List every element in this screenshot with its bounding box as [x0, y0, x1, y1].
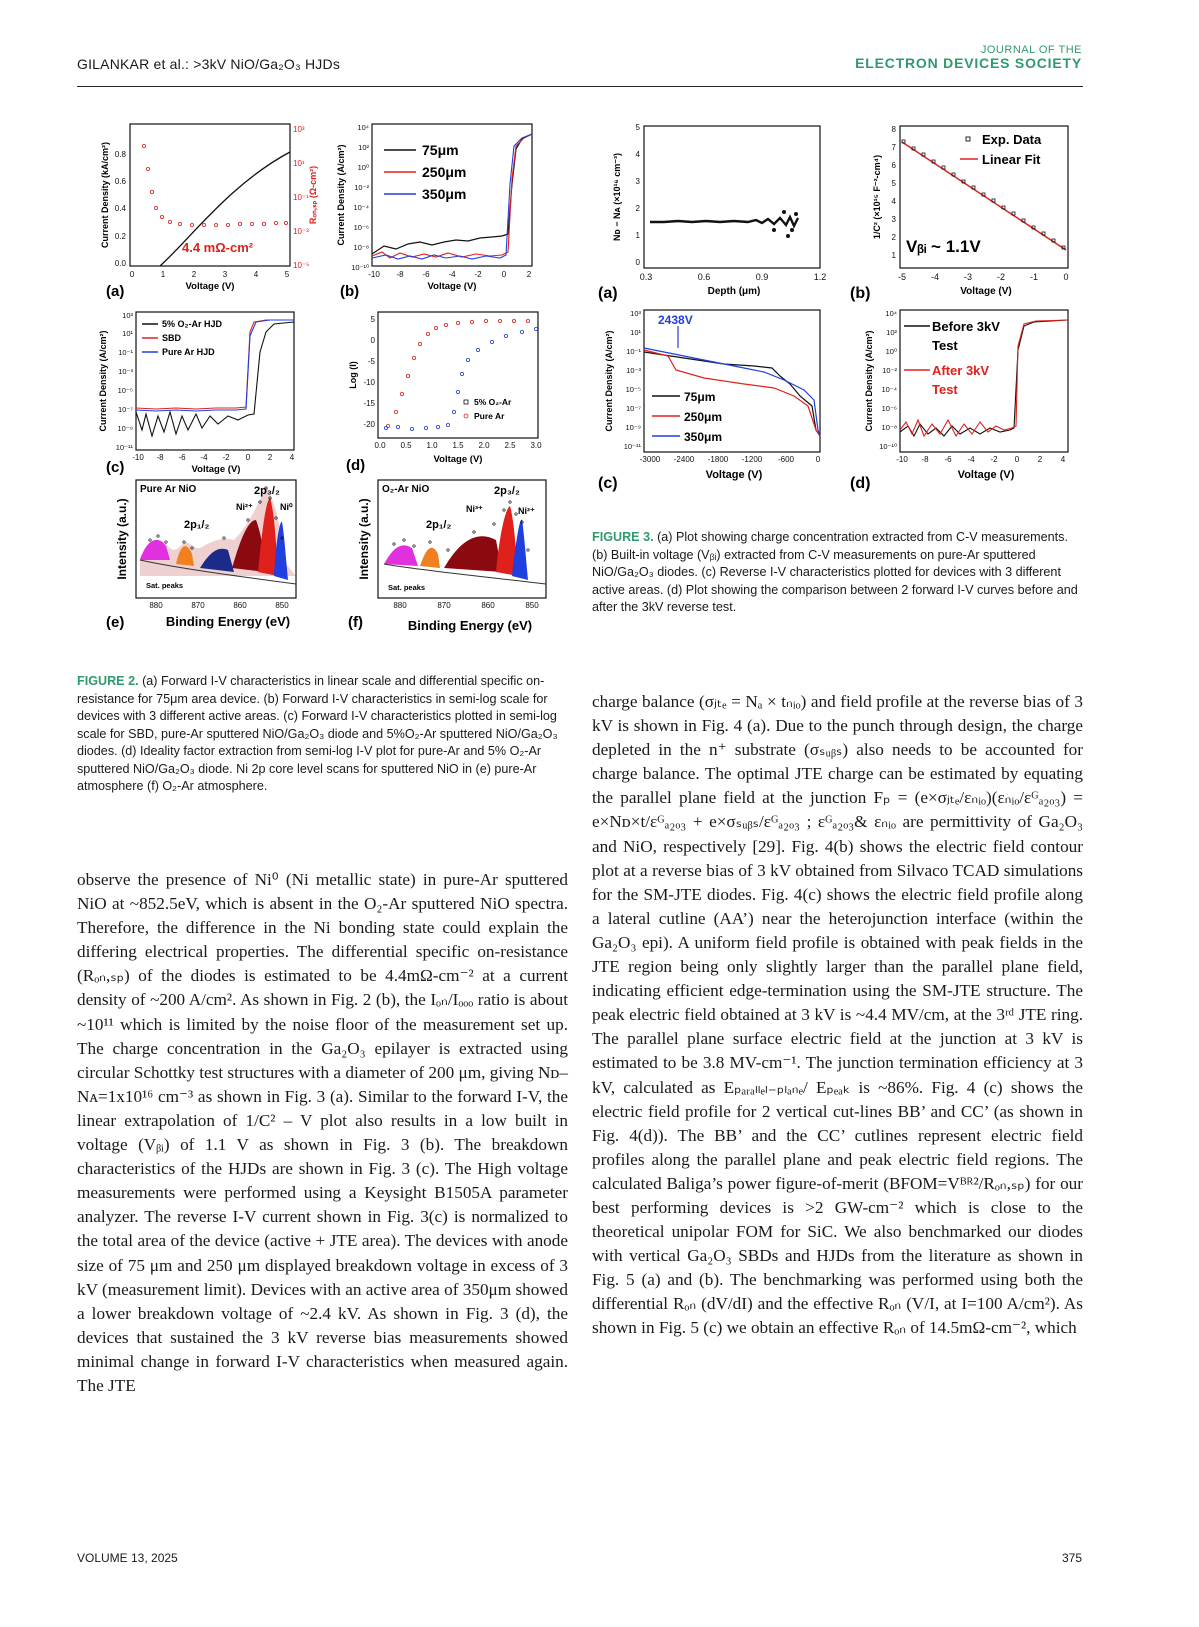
svg-text:850: 850 [275, 601, 289, 610]
svg-text:870: 870 [191, 601, 205, 610]
fig2a-xlabel: Voltage (V) [185, 281, 235, 292]
svg-text:0.3: 0.3 [639, 272, 653, 282]
svg-text:880: 880 [149, 601, 163, 610]
svg-text:10⁻¹: 10⁻¹ [626, 347, 641, 356]
fig2e-label-2p12: 2p₁/₂ [184, 519, 210, 531]
svg-text:4: 4 [635, 150, 640, 159]
svg-text:-15: -15 [363, 399, 375, 408]
svg-text:0.2: 0.2 [114, 232, 126, 241]
svg-text:10¹: 10¹ [630, 328, 641, 337]
svg-text:350μm: 350μm [422, 186, 467, 202]
svg-text:-4: -4 [930, 272, 940, 282]
svg-text:5: 5 [284, 270, 290, 279]
svg-text:3: 3 [891, 215, 896, 224]
svg-text:-5: -5 [897, 272, 907, 282]
fig3a-xticks [640, 272, 827, 282]
fig2c-series-sbd [136, 320, 294, 409]
svg-text:0.6: 0.6 [114, 177, 126, 186]
svg-text:-8: -8 [921, 455, 929, 464]
fig2b-xlabel: Voltage (V) [427, 281, 477, 292]
fig3-panel-b [850, 125, 1069, 302]
figure-2-caption-label: FIGURE 2. [77, 674, 139, 688]
svg-text:0.8: 0.8 [114, 150, 126, 159]
svg-text:2.5: 2.5 [504, 441, 516, 450]
svg-text:0.5: 0.5 [400, 441, 412, 450]
svg-text:Pure Ar: Pure Ar [474, 411, 505, 421]
fig2b-ylabel: Current Density (A/cm²) [336, 144, 346, 246]
fig3d-xticks [896, 455, 1066, 464]
svg-text:Linear Fit: Linear Fit [982, 152, 1041, 167]
svg-text:10³: 10³ [293, 125, 305, 134]
fig2e-tag: (e) [106, 614, 125, 631]
fig2e-xticks [149, 601, 289, 610]
fig2f-xlabel: Binding Energy (eV) [407, 618, 533, 633]
fig3a-ylabel: Nᴅ − Nᴀ (×10¹⁶ cm⁻³) [612, 153, 622, 241]
fig3d-xlabel: Voltage (V) [957, 469, 1015, 481]
fig3a-xlabel: Depth (μm) [707, 286, 761, 297]
fig3b-yticks [892, 125, 897, 260]
fig2e-xlabel: Binding Energy (eV) [165, 614, 291, 629]
figure-3-caption [592, 529, 1084, 617]
svg-text:Before 3kV: Before 3kV [932, 319, 1000, 334]
fig2-panel-f [348, 480, 546, 633]
fig3c-frame [644, 310, 820, 452]
svg-text:10⁻¹: 10⁻¹ [118, 348, 133, 357]
svg-text:-5: -5 [367, 357, 375, 366]
fig2f-title: O₂-Ar NiO [382, 484, 430, 495]
svg-text:1: 1 [635, 231, 640, 240]
figure-3-graphic [592, 112, 1082, 502]
svg-text:-10: -10 [368, 270, 380, 279]
fig2f-label-sat: Sat. peaks [388, 583, 426, 592]
fig2f-label-ni3: Ni³⁺ [466, 504, 483, 514]
svg-text:10⁻³: 10⁻³ [118, 367, 133, 376]
svg-text:10⁻¹¹: 10⁻¹¹ [115, 443, 133, 452]
svg-text:10¹: 10¹ [122, 329, 133, 338]
svg-text:10⁻¹: 10⁻¹ [293, 193, 309, 202]
svg-text:10⁻⁸: 10⁻⁸ [881, 423, 897, 432]
svg-text:-10: -10 [896, 455, 908, 464]
svg-text:2: 2 [191, 270, 197, 279]
fig2d-o2ar-points [384, 327, 537, 430]
fig2e-label-2p32: 2p₃/₂ [254, 485, 280, 497]
fig3a-frame [644, 126, 820, 268]
fig3c-annotation: 2438V [658, 313, 693, 327]
fig2f-peak-2p12 [420, 548, 440, 568]
fig3-panel-d [850, 309, 1068, 492]
fig2f-label-2p12: 2p₁/₂ [426, 519, 452, 531]
header-rule [77, 86, 1083, 87]
fig2a-y2label: Rₒₙ,ₛₚ (Ω-cm²) [308, 165, 318, 225]
svg-text:75μm: 75μm [684, 390, 716, 404]
journal-logo-line2: ELECTRON DEVICES SOCIETY [855, 55, 1082, 71]
svg-text:870: 870 [437, 601, 451, 610]
fig2f-label-2p32: 2p₃/₂ [494, 485, 520, 497]
fig2d-xlabel: Voltage (V) [433, 454, 483, 465]
footer-volume: VOLUME 13, 2025 [77, 1551, 178, 1565]
svg-text:850: 850 [525, 601, 539, 610]
fig2c-series-purear [136, 320, 294, 411]
fig2f-xticks [393, 601, 539, 610]
fig3b-ylabel: 1/C² (×10¹⁵ F⁻²-cm⁴) [872, 154, 882, 240]
footer-page-number: 375 [1061, 1551, 1082, 1565]
svg-text:Test: Test [932, 382, 958, 397]
fig3-panel-c [598, 309, 821, 492]
fig2f-tag: (f) [348, 614, 363, 631]
fig2e-label-ni2: Ni²⁺ [236, 502, 253, 512]
fig3b-tag: (b) [850, 285, 871, 302]
svg-text:0.6: 0.6 [697, 272, 711, 282]
fig3c-xticks [640, 455, 821, 464]
fig2d-yticks [363, 315, 375, 429]
fig2e-label-sat: Sat. peaks [146, 581, 184, 590]
svg-text:-2: -2 [996, 272, 1006, 282]
fig3b-xticks [898, 272, 1069, 282]
svg-text:-2: -2 [222, 453, 230, 462]
svg-text:6: 6 [891, 161, 896, 170]
svg-text:2: 2 [526, 270, 532, 279]
fig2a-y2ticks [293, 125, 309, 270]
fig2-panel-b [336, 123, 532, 300]
fig2-panel-c [98, 311, 295, 476]
fig2-panel-d [346, 312, 542, 474]
svg-text:-20: -20 [363, 420, 375, 429]
fig2b-legend [384, 142, 466, 202]
svg-text:3: 3 [635, 177, 640, 186]
svg-text:5% O₂-Ar HJD: 5% O₂-Ar HJD [162, 319, 223, 329]
svg-text:-2: -2 [474, 270, 482, 279]
svg-text:1: 1 [160, 270, 166, 279]
fig2e-label-ni0: Ni⁰ [280, 502, 293, 512]
fig3c-legend [652, 390, 722, 444]
fig2c-ylabel: Current Density (A/cm²) [98, 330, 108, 432]
fig3d-ylabel: Current Density (A/cm²) [864, 330, 874, 432]
svg-text:0: 0 [815, 455, 821, 464]
fig2d-legend [464, 397, 512, 421]
svg-text:-6: -6 [944, 455, 952, 464]
fig2a-ron-points [142, 144, 287, 226]
svg-text:10⁻¹⁰: 10⁻¹⁰ [351, 263, 369, 272]
svg-text:Test: Test [932, 338, 958, 353]
svg-text:10⁻⁶: 10⁻⁶ [881, 404, 897, 413]
svg-text:10⁻⁵: 10⁻⁵ [117, 386, 133, 395]
svg-text:-1200: -1200 [741, 455, 763, 464]
svg-text:860: 860 [481, 601, 495, 610]
svg-text:250μm: 250μm [422, 164, 467, 180]
fig2a-yticks [115, 150, 127, 268]
svg-text:4: 4 [253, 270, 259, 279]
svg-text:1.2: 1.2 [813, 272, 827, 282]
svg-text:0.0: 0.0 [114, 259, 126, 268]
svg-text:10⁻⁸: 10⁻⁸ [353, 243, 369, 252]
svg-text:1.0: 1.0 [426, 441, 438, 450]
fig2c-xlabel: Voltage (V) [191, 464, 241, 475]
svg-text:7: 7 [891, 143, 896, 152]
fig2a-tag: (a) [106, 283, 125, 300]
fig3b-xlabel: Voltage (V) [960, 286, 1012, 297]
svg-text:4: 4 [289, 453, 295, 462]
svg-text:5% O₂-Ar: 5% O₂-Ar [474, 397, 512, 407]
svg-text:10⁻⁹: 10⁻⁹ [625, 423, 641, 432]
fig2c-tag: (c) [106, 459, 125, 476]
fig2a-annotation: 4.4 mΩ-cm² [182, 240, 254, 255]
svg-text:4: 4 [891, 197, 896, 206]
fig2d-ylabel: Log (I) [348, 361, 358, 389]
svg-text:350μm: 350μm [684, 430, 723, 444]
fig2c-frame [136, 312, 294, 450]
fig3d-yticks [879, 309, 897, 451]
running-title: GILANKAR et al.: >3kV NiO/Ga₂O₃ HJDs [77, 56, 341, 72]
svg-text:-6: -6 [422, 270, 430, 279]
svg-text:After 3kV: After 3kV [932, 363, 990, 378]
fig2e-title: Pure Ar NiO [140, 484, 197, 495]
svg-text:0.4: 0.4 [114, 204, 126, 213]
figure-2-caption-text: (a) Forward I-V characteristics in linear scale and differential specific on-resistance for 75μm area device. (b) Forward I-V characteristics in semi-log scale for devices with 3 different active areas. (c) Forward I-V characteristics plotted in semi-log scale for SBD, pure-Ar sputtered NiO/Ga₂O₃ diode and 5%O₂-Ar sputtered NiO/Ga₂O₃ diodes. (d) Ideality factor extraction from semi-log I-V plot for pure-Ar and 5% O₂-Ar sputtered NiO/Ga₂O₃ diode. Ni 2p core level scans for sputtered NiO in (e) pure-Ar atmosphere (f) O₂-Ar atmosphere. [77, 674, 558, 793]
fig3c-xlabel: Voltage (V) [705, 469, 763, 481]
svg-text:-6: -6 [178, 453, 186, 462]
svg-text:10⁴: 10⁴ [885, 309, 897, 318]
journal-logo-line1: JOURNAL OF THE [980, 44, 1082, 56]
svg-text:-3: -3 [963, 272, 973, 282]
fig3a-data-points [650, 210, 798, 238]
fig2c-xticks [132, 453, 295, 462]
svg-text:860: 860 [233, 601, 247, 610]
fig2d-purear-points [386, 319, 529, 427]
fig2f-peak-ni3 [444, 536, 502, 572]
fig3c-series-250 [644, 350, 820, 436]
body-right-column [592, 690, 1083, 1341]
svg-text:3: 3 [222, 270, 228, 279]
fig2b-yticks [351, 123, 369, 272]
svg-text:880: 880 [393, 601, 407, 610]
svg-text:10⁻²: 10⁻² [354, 183, 369, 192]
figure-2 [100, 112, 560, 657]
svg-text:10⁰: 10⁰ [885, 347, 897, 356]
svg-text:-1800: -1800 [707, 455, 729, 464]
svg-text:SBD: SBD [162, 333, 182, 343]
figure-3-caption-label: FIGURE 3. [592, 530, 654, 544]
svg-text:-8: -8 [396, 270, 404, 279]
svg-text:10⁻⁴: 10⁻⁴ [353, 203, 369, 212]
fig2c-legend [142, 319, 223, 357]
fig2b-xticks [368, 270, 532, 279]
body-right-paragraph: charge balance (σⱼₜₑ = Nₐ × tₙᵢₒ) and field profile at the reverse bias of 3 kV is shown in Fig. 4 (a). Due to the punch through design, the charge depleted in the n⁺ substrate (σₛᵤᵦₛ) also needs to be accounted for charge balance. The optimal JTE charge can be estimated by equating the parallel plane field at the junction Fₚ = (e×σⱼₜₑ/εₙᵢₒ)(εₙᵢₒ/εᴳₐ₂ₒ₃) = e×Nᴅ×t/εᴳₐ₂ₒ₃ + e×σₛᵤᵦₛ/εᴳₐ₂ₒ₃ ; εᴳₐ₂ₒ₃& εₙᵢₒ are permittivity of Ga₂O₃ and NiO, respectively [29]. Fig. 4(b) shows the electric field contour plot at a reverse bias of 3 kV obtained from Silvaco TCAD simulations for the SM-JTE diodes. Fig. 4(c) shows the electric field profile along a lateral cutline (AA’) near the heterojunction interface (within the Ga₂O₃ epi). A uniform field profile is obtained with peak fields in the JTE region being only slightly larger than the parallel plane field, indicating efficient edge-termination using the SM-JTE structure. The peak electric field obtained at 3 kV is ~4.4 MV/cm, at the 3ʳᵈ JTE ring. The parallel plane surface electric field at the junction at 3 kV is estimated to be 3.8 MV-cm⁻¹. The junction termination efficiency at 3 kV, calculated as Eₚₐᵣₐₗₗₑₗ₋ₚₗₐₙₑ/ Eₚₑₐₖ is ~86%. Fig. 4 (c) shows the electric field profile for 2 vertical cut-lines BB’ and CC’ (as shown in Fig. 4(d)). The BB’ and the CC’ cutlines represent electric field profiles along the parallel plane and peak electric field regions. The calculated Baliga’s power figure-of-merit (BFOM=Vᴮᴿ²/Rₒₙ,ₛₚ) for our best performing devices is >2 GW-cm⁻² which is close to the theoretical unipolar FOM for SiC. We also benchmarked our diodes with vertical Ga₂O₃ SBDs and HJDs from the literature as shown in Fig. 5 (a) and (b). The benchmarking was performed using both the differential Rₒₙ (dV/dI) and the effective Rₒₙ (V/I, at I=100 A/cm²). As shown in Fig. 5 (c) we obtain an effective Rₒₙ of 14.5mΩ-cm⁻², which [592, 692, 1083, 1338]
fig2d-tag: (d) [346, 457, 366, 474]
fig3c-series-75 [644, 352, 820, 436]
fig2c-yticks [116, 311, 134, 452]
svg-text:10⁻³: 10⁻³ [626, 366, 641, 375]
svg-text:2: 2 [635, 204, 640, 213]
figure-2-caption [77, 673, 569, 796]
svg-text:2: 2 [891, 233, 896, 242]
fig2b-tag: (b) [340, 283, 360, 300]
fig3b-annotation: Vᵦᵢ ~ 1.1V [906, 237, 981, 256]
svg-text:4: 4 [1060, 455, 1066, 464]
svg-text:1: 1 [891, 251, 896, 260]
svg-text:-8: -8 [156, 453, 164, 462]
fig2f-sat-peak-1 [384, 545, 418, 566]
fig2-panel-e [106, 480, 296, 631]
fig3c-tag: (c) [598, 475, 618, 492]
svg-text:1.5: 1.5 [452, 441, 464, 450]
svg-text:250μm: 250μm [684, 410, 723, 424]
svg-text:10³: 10³ [630, 309, 641, 318]
svg-text:10⁻²: 10⁻² [882, 366, 897, 375]
fig3d-series-after [900, 320, 1068, 436]
svg-text:10⁻⁵: 10⁻⁵ [293, 261, 310, 270]
svg-text:10⁴: 10⁴ [357, 123, 369, 132]
svg-text:10¹: 10¹ [293, 159, 305, 168]
svg-text:10⁻¹¹: 10⁻¹¹ [623, 442, 641, 451]
fig3d-series-before [900, 320, 1068, 436]
svg-text:10³: 10³ [122, 311, 133, 320]
svg-text:10⁰: 10⁰ [357, 163, 369, 172]
svg-text:-4: -4 [200, 453, 208, 462]
svg-text:10⁻⁴: 10⁻⁴ [881, 385, 897, 394]
fig2d-frame [378, 312, 538, 438]
figure-3 [592, 112, 1082, 502]
svg-text:2.0: 2.0 [478, 441, 490, 450]
svg-text:-1: -1 [1029, 272, 1039, 282]
fig2f-ylabel: Intensity (a.u.) [357, 498, 371, 580]
svg-text:-4: -4 [448, 270, 456, 279]
svg-text:10⁻⁷: 10⁻⁷ [625, 404, 641, 413]
svg-text:10⁻¹⁰: 10⁻¹⁰ [879, 442, 897, 451]
body-left-column [77, 868, 568, 1398]
svg-text:10⁻⁹: 10⁻⁹ [117, 424, 133, 433]
svg-text:10⁻⁵: 10⁻⁵ [625, 385, 641, 394]
fig3d-tag: (d) [850, 475, 871, 492]
fig3d-legend [904, 319, 1000, 397]
fig2d-xticks [374, 441, 542, 450]
fig3a-yticks [636, 123, 641, 267]
svg-text:-600: -600 [777, 455, 795, 464]
svg-text:10⁻⁶: 10⁻⁶ [353, 223, 369, 232]
fig3-panel-a [598, 123, 826, 302]
svg-text:0.9: 0.9 [755, 272, 769, 282]
svg-text:10⁻³: 10⁻³ [293, 227, 309, 236]
svg-text:0: 0 [370, 336, 375, 345]
svg-text:-4: -4 [967, 455, 975, 464]
fig3c-yticks [624, 309, 642, 451]
svg-text:Exp. Data: Exp. Data [982, 132, 1042, 147]
body-left-paragraph: observe the presence of Ni⁰ (Ni metallic state) in pure-Ar sputtered NiO at ~852.5eV, which is absent in the O₂-Ar sputtered NiO spectra. Therefore, the difference in the Ni bonding state could explain the differing electrical properties. The differential specific on-resistance (Rₒₙ,ₛₚ) of the diodes is estimated to be 4.4mΩ-cm⁻² at a current density of ~200 A/cm². As shown in Fig. 2 (b), the Iₒₙ/Iₒₒₒ ratio is about ~10¹¹ which is limited by the noise floor of the measurement set up. The charge concentration in the Ga₂O₃ epilayer is extracted using circular Schottky test structures with a diameter of 200 μm, giving Nᴅ–Nᴀ=1x10¹⁶ cm⁻³ as shown in Fig. 3 (a). Similar to the forward I-V, the linear extrapolation of 1/C² – V plot also results in a low built in voltage (Vᵦᵢ) of 1.1 V as shown in Fig. 3 (b). The breakdown characteristics of the HJDs are shown in Fig. 3 (c). The High voltage measurements were performed using a Keysight B1505A parameter analyzer. The reverse I-V current shown in Fig. 3(c) is normalized to the total area of the device (active + JTE area). The devices with anode size of 75 μm and 250 μm displayed breakdown voltage in excess of 3 kV (measurement limit). Devices with an active area of 350μm showed a lower breakdown voltage of ~2.4 kV. As shown in Fig. 3 (d), the devices that sustained the 3 kV reverse bias measurements showed minimal change in forward I-V characteristics when measured again. The JTE [77, 870, 568, 1395]
fig3b-legend [960, 132, 1042, 167]
svg-text:Pure Ar HJD: Pure Ar HJD [162, 347, 215, 357]
svg-text:0: 0 [129, 270, 135, 279]
svg-text:75μm: 75μm [422, 142, 459, 158]
svg-text:0: 0 [501, 270, 507, 279]
svg-text:5: 5 [370, 315, 375, 324]
svg-text:-2400: -2400 [673, 455, 695, 464]
svg-text:10²: 10² [886, 328, 897, 337]
fig2e-ylabel: Intensity (a.u.) [115, 498, 129, 580]
fig3a-tag: (a) [598, 285, 618, 302]
svg-text:10⁻⁷: 10⁻⁷ [117, 405, 133, 414]
fig2a-xticks [130, 270, 290, 279]
fig2c-series-o2ar [136, 322, 294, 436]
svg-text:0.0: 0.0 [374, 441, 386, 450]
svg-text:0: 0 [245, 453, 251, 462]
svg-text:2: 2 [267, 453, 273, 462]
fig2a-ylabel: Current Density (kA/cm²) [100, 141, 110, 249]
svg-text:-2: -2 [990, 455, 998, 464]
figure-2-graphic [100, 112, 560, 657]
svg-text:2: 2 [1037, 455, 1043, 464]
svg-text:-10: -10 [132, 453, 144, 462]
figure-3-caption-text: (a) Plot showing charge concentration extracted from C-V measurements. (b) Built-in voltage (Vᵦᵢ) extracted from C-V measurements on pure-Ar sputtered NiO/Ga₂O₃ diodes. (c) Reverse I-V characteristics plotted for devices with 3 different active areas. (d) Plot showing the comparison between 2 forward I-V curves before and after the 3kV reverse test. [592, 530, 1078, 614]
svg-text:3.0: 3.0 [530, 441, 542, 450]
svg-text:-10: -10 [363, 378, 375, 387]
svg-text:-3000: -3000 [639, 455, 661, 464]
svg-text:0: 0 [635, 258, 640, 267]
svg-text:0: 0 [1014, 455, 1020, 464]
fig2f-label-ni2: Ni²⁺ [518, 506, 535, 516]
fig3c-ylabel: Current Density (A/cm²) [604, 330, 614, 432]
svg-text:5: 5 [635, 123, 640, 132]
svg-text:10²: 10² [358, 143, 369, 152]
fig2-panel-a [100, 124, 318, 300]
svg-text:8: 8 [891, 125, 896, 134]
journal-logo [855, 45, 1082, 70]
svg-text:5: 5 [891, 179, 896, 188]
svg-text:0: 0 [1063, 272, 1069, 282]
